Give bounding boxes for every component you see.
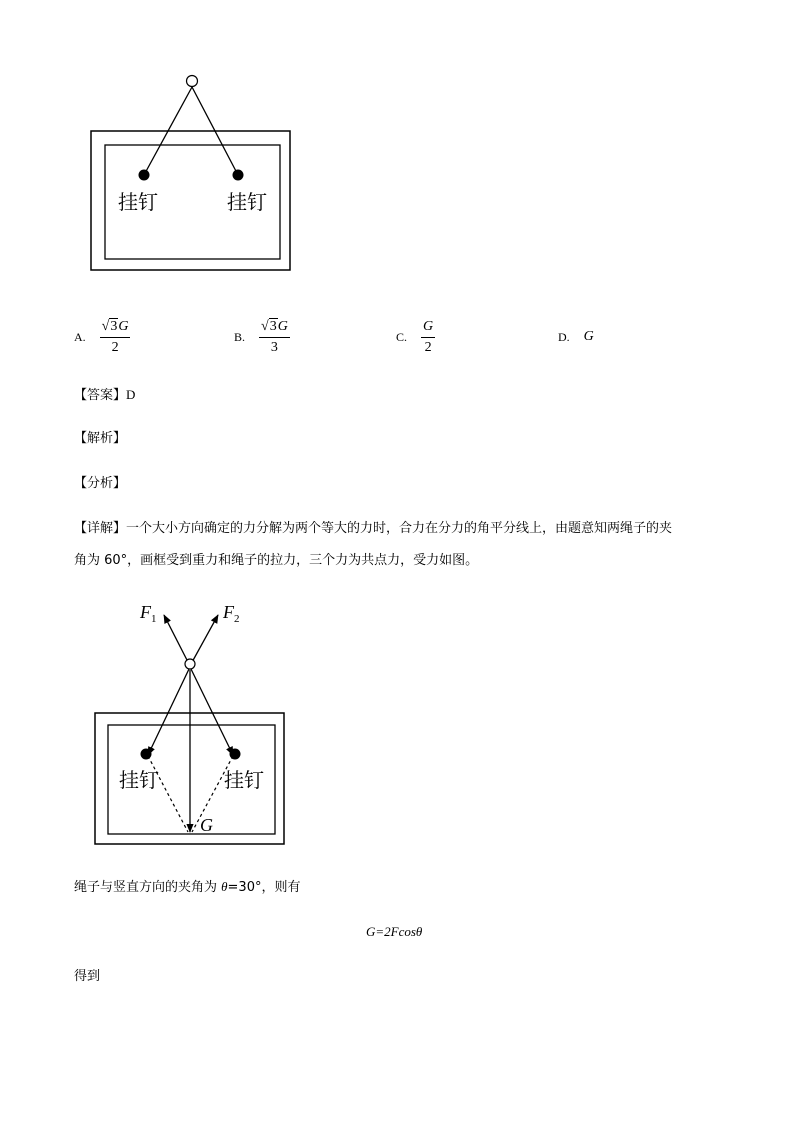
hanging-frame-diagram <box>80 70 310 280</box>
answer-label: 【答案】 <box>74 388 127 403</box>
fenxi-label: 【分析】 <box>74 476 127 491</box>
f2-label: $F_2$ <box>223 602 240 625</box>
rope-angle-line <box>74 874 300 900</box>
option-b[interactable] <box>234 314 290 360</box>
option-c-denominator: 2 <box>424 339 432 355</box>
analysis-label: 【解析】 <box>74 431 127 446</box>
option-c-fraction <box>421 319 435 356</box>
rope-angle-prefix: 绳子与竖直方向的夹角为 <box>74 880 222 895</box>
f1-label: $F_1$ <box>140 602 157 625</box>
gravity-label: G <box>200 815 213 835</box>
option-b-variable: G <box>277 318 288 334</box>
option-a-letter: A. <box>74 329 86 344</box>
rope-right-2 <box>191 669 233 755</box>
options-row <box>0 314 794 360</box>
hanging-ring-2 <box>185 659 195 669</box>
option-a[interactable] <box>74 314 130 360</box>
option-a-fraction: √ 3 G 2 <box>101 318 129 355</box>
hook-label-right: 挂钉 <box>227 190 267 214</box>
option-b-letter: B. <box>234 329 246 344</box>
hook-right-dot-2 <box>230 749 241 760</box>
force-f1-arrow <box>164 615 189 664</box>
rope-angle-eq: =30°，则有 <box>227 880 301 895</box>
hanging-ring <box>187 76 198 87</box>
equation: G=2Fcosθ <box>366 924 423 939</box>
answer-line <box>74 382 135 408</box>
answer-value: D <box>126 387 136 402</box>
detail-paragraph <box>74 516 724 573</box>
hook-left-dot-2 <box>141 749 152 760</box>
option-b-fraction: √ 3 G 3 <box>261 318 288 355</box>
option-d[interactable] <box>558 314 594 360</box>
hook-label-left-2: 挂钉 <box>119 768 159 792</box>
result-label: 得到 <box>74 969 101 984</box>
hook-right-dot <box>233 170 244 181</box>
option-c[interactable] <box>396 314 435 360</box>
option-a-variable: G <box>118 318 129 334</box>
option-d-letter: D. <box>558 329 570 344</box>
option-a-radicand: 3 <box>110 319 118 334</box>
option-b-denominator: 3 <box>270 340 278 355</box>
force-diagram <box>85 596 295 851</box>
option-d-value: G <box>583 329 594 344</box>
option-a-denominator: 2 <box>111 340 119 355</box>
option-c-letter: C. <box>396 329 408 344</box>
hook-label-left: 挂钉 <box>118 190 158 214</box>
detail-text-1: 一个大小方向确定的力分解为两个等大的力时，合力在分力的角平分线上，由题意知两绳子的夹 <box>126 521 673 536</box>
detail-label: 【详解】 <box>74 521 127 536</box>
rope-left-2 <box>148 669 189 755</box>
force-f2-arrow <box>191 615 218 664</box>
hook-label-right-2: 挂钉 <box>224 768 264 792</box>
theta-symbol: θ <box>221 879 228 894</box>
option-b-radicand: 3 <box>269 319 277 334</box>
option-c-variable: G <box>423 318 434 334</box>
detail-line-1 <box>74 516 724 541</box>
hook-left-dot <box>139 170 150 181</box>
detail-line-2: 角为 60°，画框受到重力和绳子的拉力，三个力为共点力，受力如图。 <box>74 553 479 568</box>
